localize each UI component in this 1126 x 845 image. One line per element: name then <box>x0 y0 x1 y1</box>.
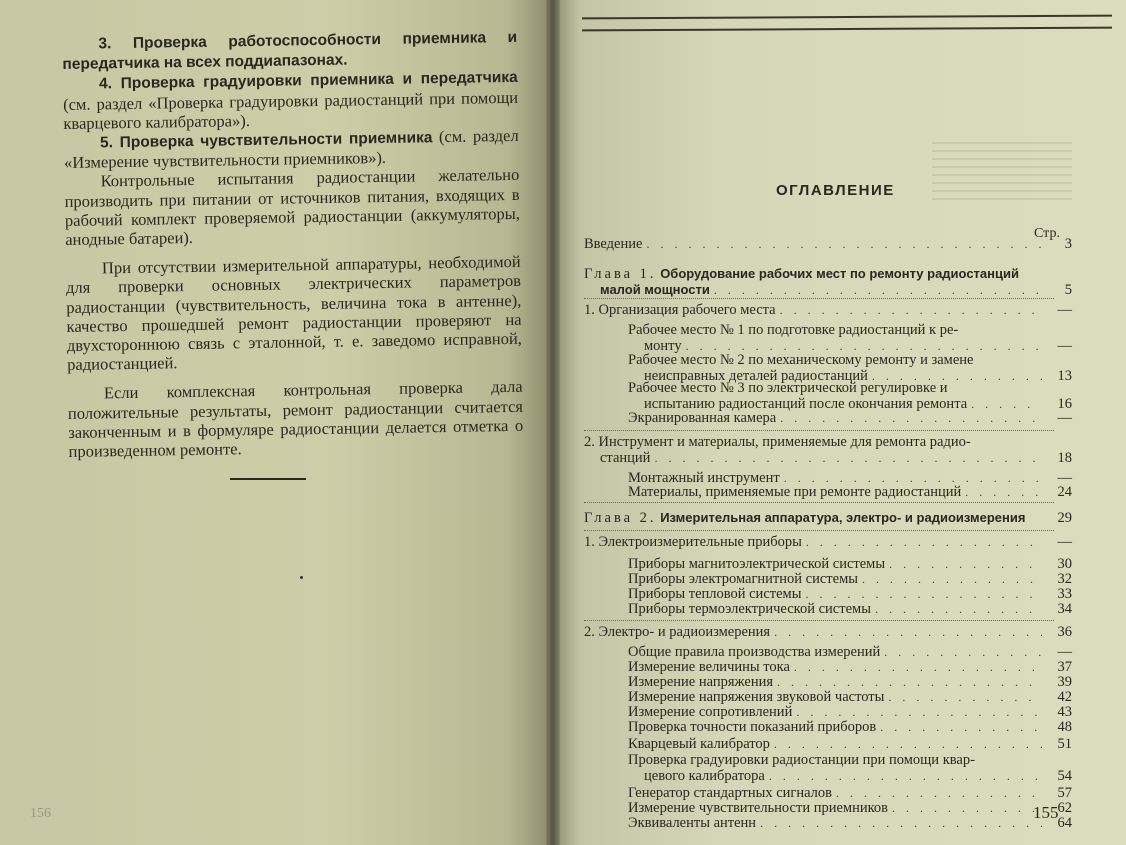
toc-entry-general-rules: Общие правила производства измерений . . . — <box>584 644 1072 660</box>
left-page-text <box>62 27 524 461</box>
toc-entry-audio-voltage: Измерение напряжения звуковой частоты . . . 42 <box>584 689 1072 705</box>
paragraph-4: Контрольные испытания радиостанции желательно производить при питании от источников питания, входящих в рабочий комплект проверяемой радиостанции (аккумуляторы, анодные батареи). <box>64 165 521 250</box>
page-column-label: Стр. <box>1034 226 1060 241</box>
toc-entry-accuracy: Проверка точности показаний приборов . . . 48 <box>584 719 1072 735</box>
toc-entry-thermal: Приборы тепловой системы . . . 33 <box>584 586 1072 602</box>
toc-entry-crystal-calibrator: Кварцевый калибратор . . . 51 <box>584 736 1072 752</box>
divider <box>584 530 1054 531</box>
toc-entry-resistance: Измерение сопротивлений . . . 43 <box>584 704 1072 720</box>
toc-entry-chapter-2: Глава 2. Измерительная аппаратура, электро- и радиоизмерения 29 <box>584 510 1072 526</box>
paragraph-2: 4. Проверка градуировки приемника и передатчика (см. раздел «Проверка градуировки радиостанций при помощи кварцевого калибратора»). <box>62 69 519 133</box>
toc-entry-electromagnetic: Приборы электромагнитной системы . . . 32 <box>584 571 1072 587</box>
show-through-text <box>932 140 1072 200</box>
toc-entry-section-1: 1. Организация рабочего места . . . — <box>584 302 1072 318</box>
left-page-number: 156 <box>30 806 51 821</box>
toc-entry-materials: Материалы, применяемые при ремонте радиостанций . . . 24 <box>584 484 1072 500</box>
toc-entry-tools: Монтажный инструмент . . . — <box>584 470 1072 486</box>
divider <box>584 430 1054 431</box>
toc-entry-chapter-1: Глава 1. Оборудование рабочих мест по ремонту радиостанций малой мощности . . . 5 <box>584 266 1072 298</box>
divider <box>584 620 1054 621</box>
toc-entry-section-2: 2. Инструмент и материалы, применяемые для ремонта радио- станций . . . 18 <box>584 434 1072 466</box>
toc-entry-section-4: 2. Электро- и радиоизмерения . . . 36 <box>584 624 1072 640</box>
toc-entry-voltage: Измерение напряжения . . . 39 <box>584 674 1072 690</box>
toc-entry-intro: Введение . . . 3 <box>584 236 1072 252</box>
toc-entry-thermoelectric: Приборы термоэлектрической системы . . . 34 <box>584 601 1072 617</box>
toc-entry-graduation-check: Проверка градуировки радиостанции при помощи квар- цевого калибратора . . . 54 <box>584 752 1072 784</box>
toc-entry-section-3: 1. Электроизмерительные приборы . . . — <box>584 534 1072 550</box>
book-gutter <box>546 0 560 845</box>
paragraph-6: Если комплексная контрольная проверка дала положительные результаты, ремонт радиостанции считается законченным и в формуляре радиостанции делается отметка о произведенном ремонте. <box>67 377 524 462</box>
paragraph-5: При отсутствии измерительной аппаратуры, необходимой для проверки основных электрических параметров радиостанции (чувствительность, величина тока в антенне), качество прошедшей ремонт радиостанции проверяют на двухстороннюю связь с эталонной, т. е. заведомо исправной, радиостанцией. <box>65 252 522 375</box>
toc-entry-shielded-chamber: Экранированная камера . . . — <box>584 410 1072 426</box>
header-double-rule <box>582 15 1112 32</box>
right-page <box>552 0 1126 845</box>
toc-entry-signal-generator: Генератор стандартных сигналов . . . 57 <box>584 785 1072 801</box>
ink-speck <box>300 576 303 579</box>
toc-entry-current: Измерение величины тока . . . 37 <box>584 659 1072 675</box>
toc-entry-workplace-3: Рабочее место № 3 по электрической регулировке и испытанию радиостанций после окончания ремонта . . . 16 <box>584 380 1072 412</box>
toc-title: ОГЛАВЛЕНИЕ <box>776 182 895 199</box>
toc-entry-magnetoelectric: Приборы магнитоэлектрической системы . . . 30 <box>584 556 1072 572</box>
toc-entry-workplace-1: Рабочее место № 1 по подготовке радиостанций к ре- монту . . . — <box>584 322 1072 354</box>
toc-entry-antenna-equivalents: Эквиваленты антенн . . . 64 <box>584 815 1072 831</box>
section-end-rule <box>230 478 306 480</box>
toc-entry-workplace-2: Рабочее место № 2 по механическому ремонту и замене неисправных деталей радиостанций . . . 13 <box>584 352 1072 384</box>
left-page <box>0 0 552 845</box>
paragraph-1: 3. Проверка работоспособности приемника и передатчика на всех поддиапазонах. <box>62 28 518 74</box>
paragraph-3: 5. Проверка чувствительности приемника (см. раздел «Измерение чувствительности приемников»). <box>63 125 519 173</box>
divider <box>584 298 1054 299</box>
toc-entry-sensitivity: Измерение чувствительности приемников . . . 62 <box>584 800 1072 816</box>
divider <box>584 502 1054 503</box>
right-page-number: 155 <box>1033 803 1059 822</box>
